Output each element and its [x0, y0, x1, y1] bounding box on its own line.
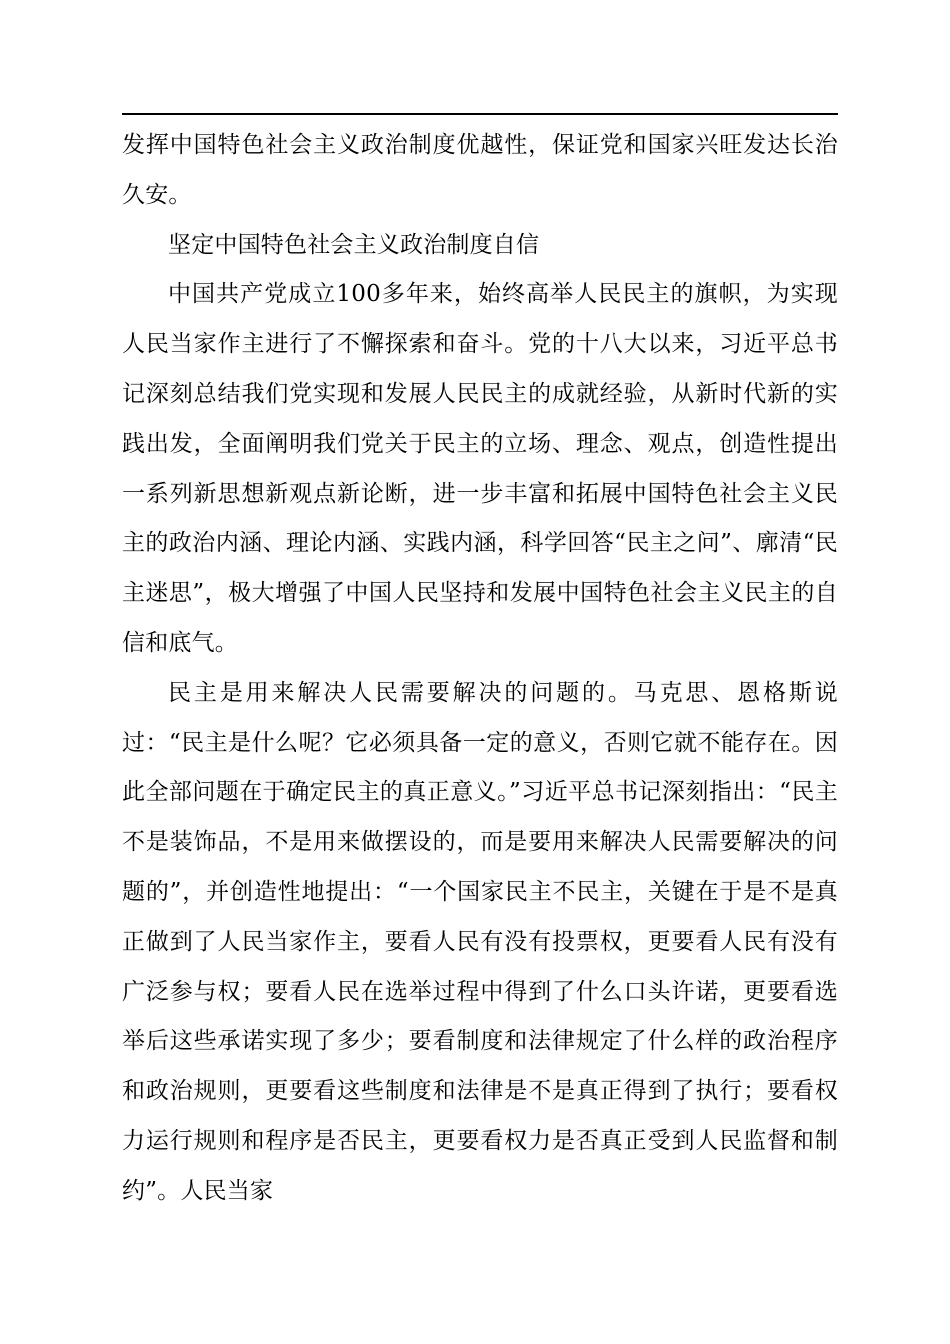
continuation-paragraph: 发挥中国特色社会主义政治制度优越性，保证党和国家兴旺发达长治久安。: [122, 132, 838, 208]
document-body: [122, 121, 838, 1217]
header-divider: [122, 113, 838, 115]
body-paragraph: 中国共产党成立100多年来，始终高举人民民主的旗帜，为实现人民当家作主进行了不懈探索和奋斗。党的十八大以来，习近平总书记深刻总结我们党实现和发展人民民主的成就经验，从新时代新的实践出发，全面阐明我们党关于民主的立场、理念、观点，创造性提出一系列新思想新观点新论断，进一步丰富和拓展中国特色社会主义民主的政治内涵、理论内涵、实践内涵，科学回答“民主之问”、廓清“民主迷思”，极大增强了中国人民坚持和发展中国特色社会主义民主的自信和底气。: [122, 281, 838, 656]
section-heading: 坚定中国特色社会主义政治制度自信: [168, 231, 540, 258]
body-paragraph: 民主是用来解决人民需要解决的问题的。马克思、恩格斯说过：“民主是什么呢？它必须具备一定的意义，否则它就不能存在。因此全部问题在于确定民主的真正意义。”习近平总书记深刻指出：“民主不是装饰品，不是用来做摆设的，而是要用来解决人民需要解决的问题的”，并创造性地提出：“一个国家民主不民主，关键在于是不是真正做到了人民当家作主，要看人民有没有投票权，更要看人民有没有广泛参与权；要看人民在选举过程中得到了什么口头许诺，更要看选举后这些承诺实现了多少；要看制度和法律规定了什么样的政治程序和政治规则，更要看这些制度和法律是不是真正得到了执行；要看权力运行规则和程序是否民主，更要看权力是否真正受到人民监督和制约”。人民当家: [122, 679, 838, 1204]
